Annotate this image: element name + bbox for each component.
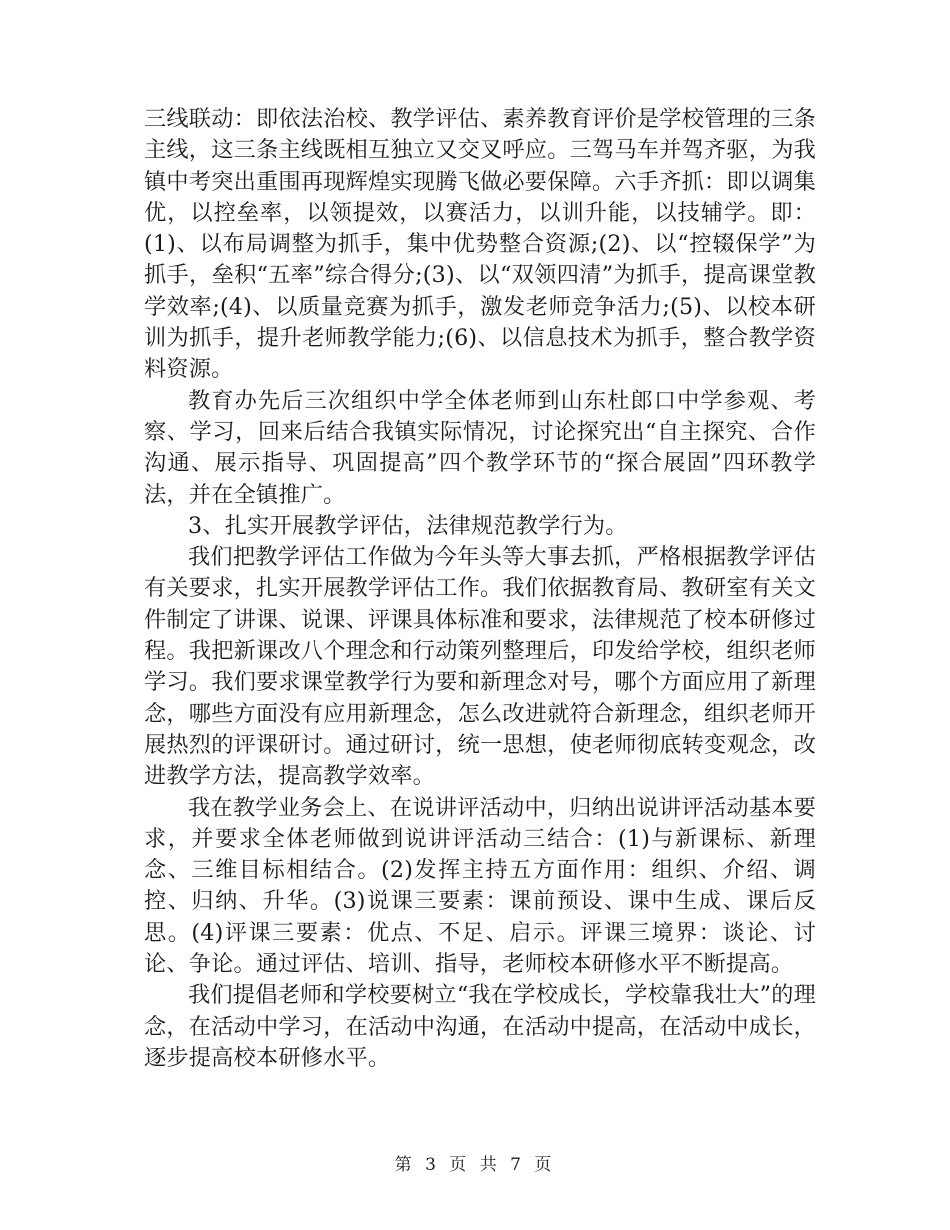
document-body [144, 104, 816, 1074]
section-heading-3: 3、扎实开展教学评估，法律规范教学行为。 [188, 512, 628, 539]
paragraph-1: 三线联动：即依法治校、教学评估、素养教育评价是学校管理的三条主线，这三条主线既相互独立又交叉呼应。三驾马车并驾齐驱，为我镇中考突出重围再现辉煌实现腾飞做必要保障。六手齐抓：即以调集优，以控垒率，以领提效，以赛活力，以训升能，以技辅学。即：(1)、以布局调整为抓手，集中优势整合资源;(2)、以“控辍保学”为抓手，垒积“五率”综合得分;(3)、以“双领四清”为抓手，提高课堂教学效率;(4)、以质量竞赛为抓手，激发老师竞争活力;(5)、以校本研训为抓手，提升老师教学能力;(6)、以信息技术为抓手，整合教学资料资源。 [144, 106, 816, 383]
paragraph-2: 教育办先后三次组织中学全体老师到山东杜郎口中学参观、考察、学习，回来后结合我镇实际情况，讨论探究出“自主探究、合作沟通、展示指导、巩固提高”四个教学环节的“探合展固”四环教学法，并在全镇推广。 [144, 387, 816, 508]
paragraph-5: 我们提倡老师和学校要树立“我在学校成长，学校靠我壮大”的理念，在活动中学习，在活动中沟通，在活动中提高，在活动中成长，逐步提高校本研修水平。 [144, 982, 816, 1071]
page-number-footer: 第 3 页 共 7 页 [394, 1155, 556, 1175]
paragraph-3: 我们把教学评估工作做为今年头等大事去抓，严格根据教学评估有关要求，扎实开展教学评估工作。我们依据教育局、教研室有关文件制定了讲课、说课、评课具体标准和要求，法律规范了校本研修过程。我把新课改八个理念和行动策列整理后，印发给学校，组织老师学习。我们要求课堂教学行为要和新理念对号，哪个方面应用了新理念，哪些方面没有应用新理念，怎么改进就符合新理念，组织老师开展热烈的评课研讨。通过研讨，统一思想，使老师彻底转变观念，改进教学方法，提高教学效率。 [144, 544, 816, 790]
paragraph-4: 我在教学业务会上、在说讲评活动中，归纳出说讲评活动基本要求，并要求全体老师做到说讲评活动三结合：(1)与新课标、新理念、三维目标相结合。(2)发挥主持五方面作用：组织、介绍、调控、归纳、升华。(3)说课三要素：课前预设、课中生成、课后反思。(4)评课三要素：优点、不足、启示。评课三境界：谈论、讨论、争论。通过评估、培训、指导，老师校本研修水平不断提高。 [144, 794, 816, 978]
